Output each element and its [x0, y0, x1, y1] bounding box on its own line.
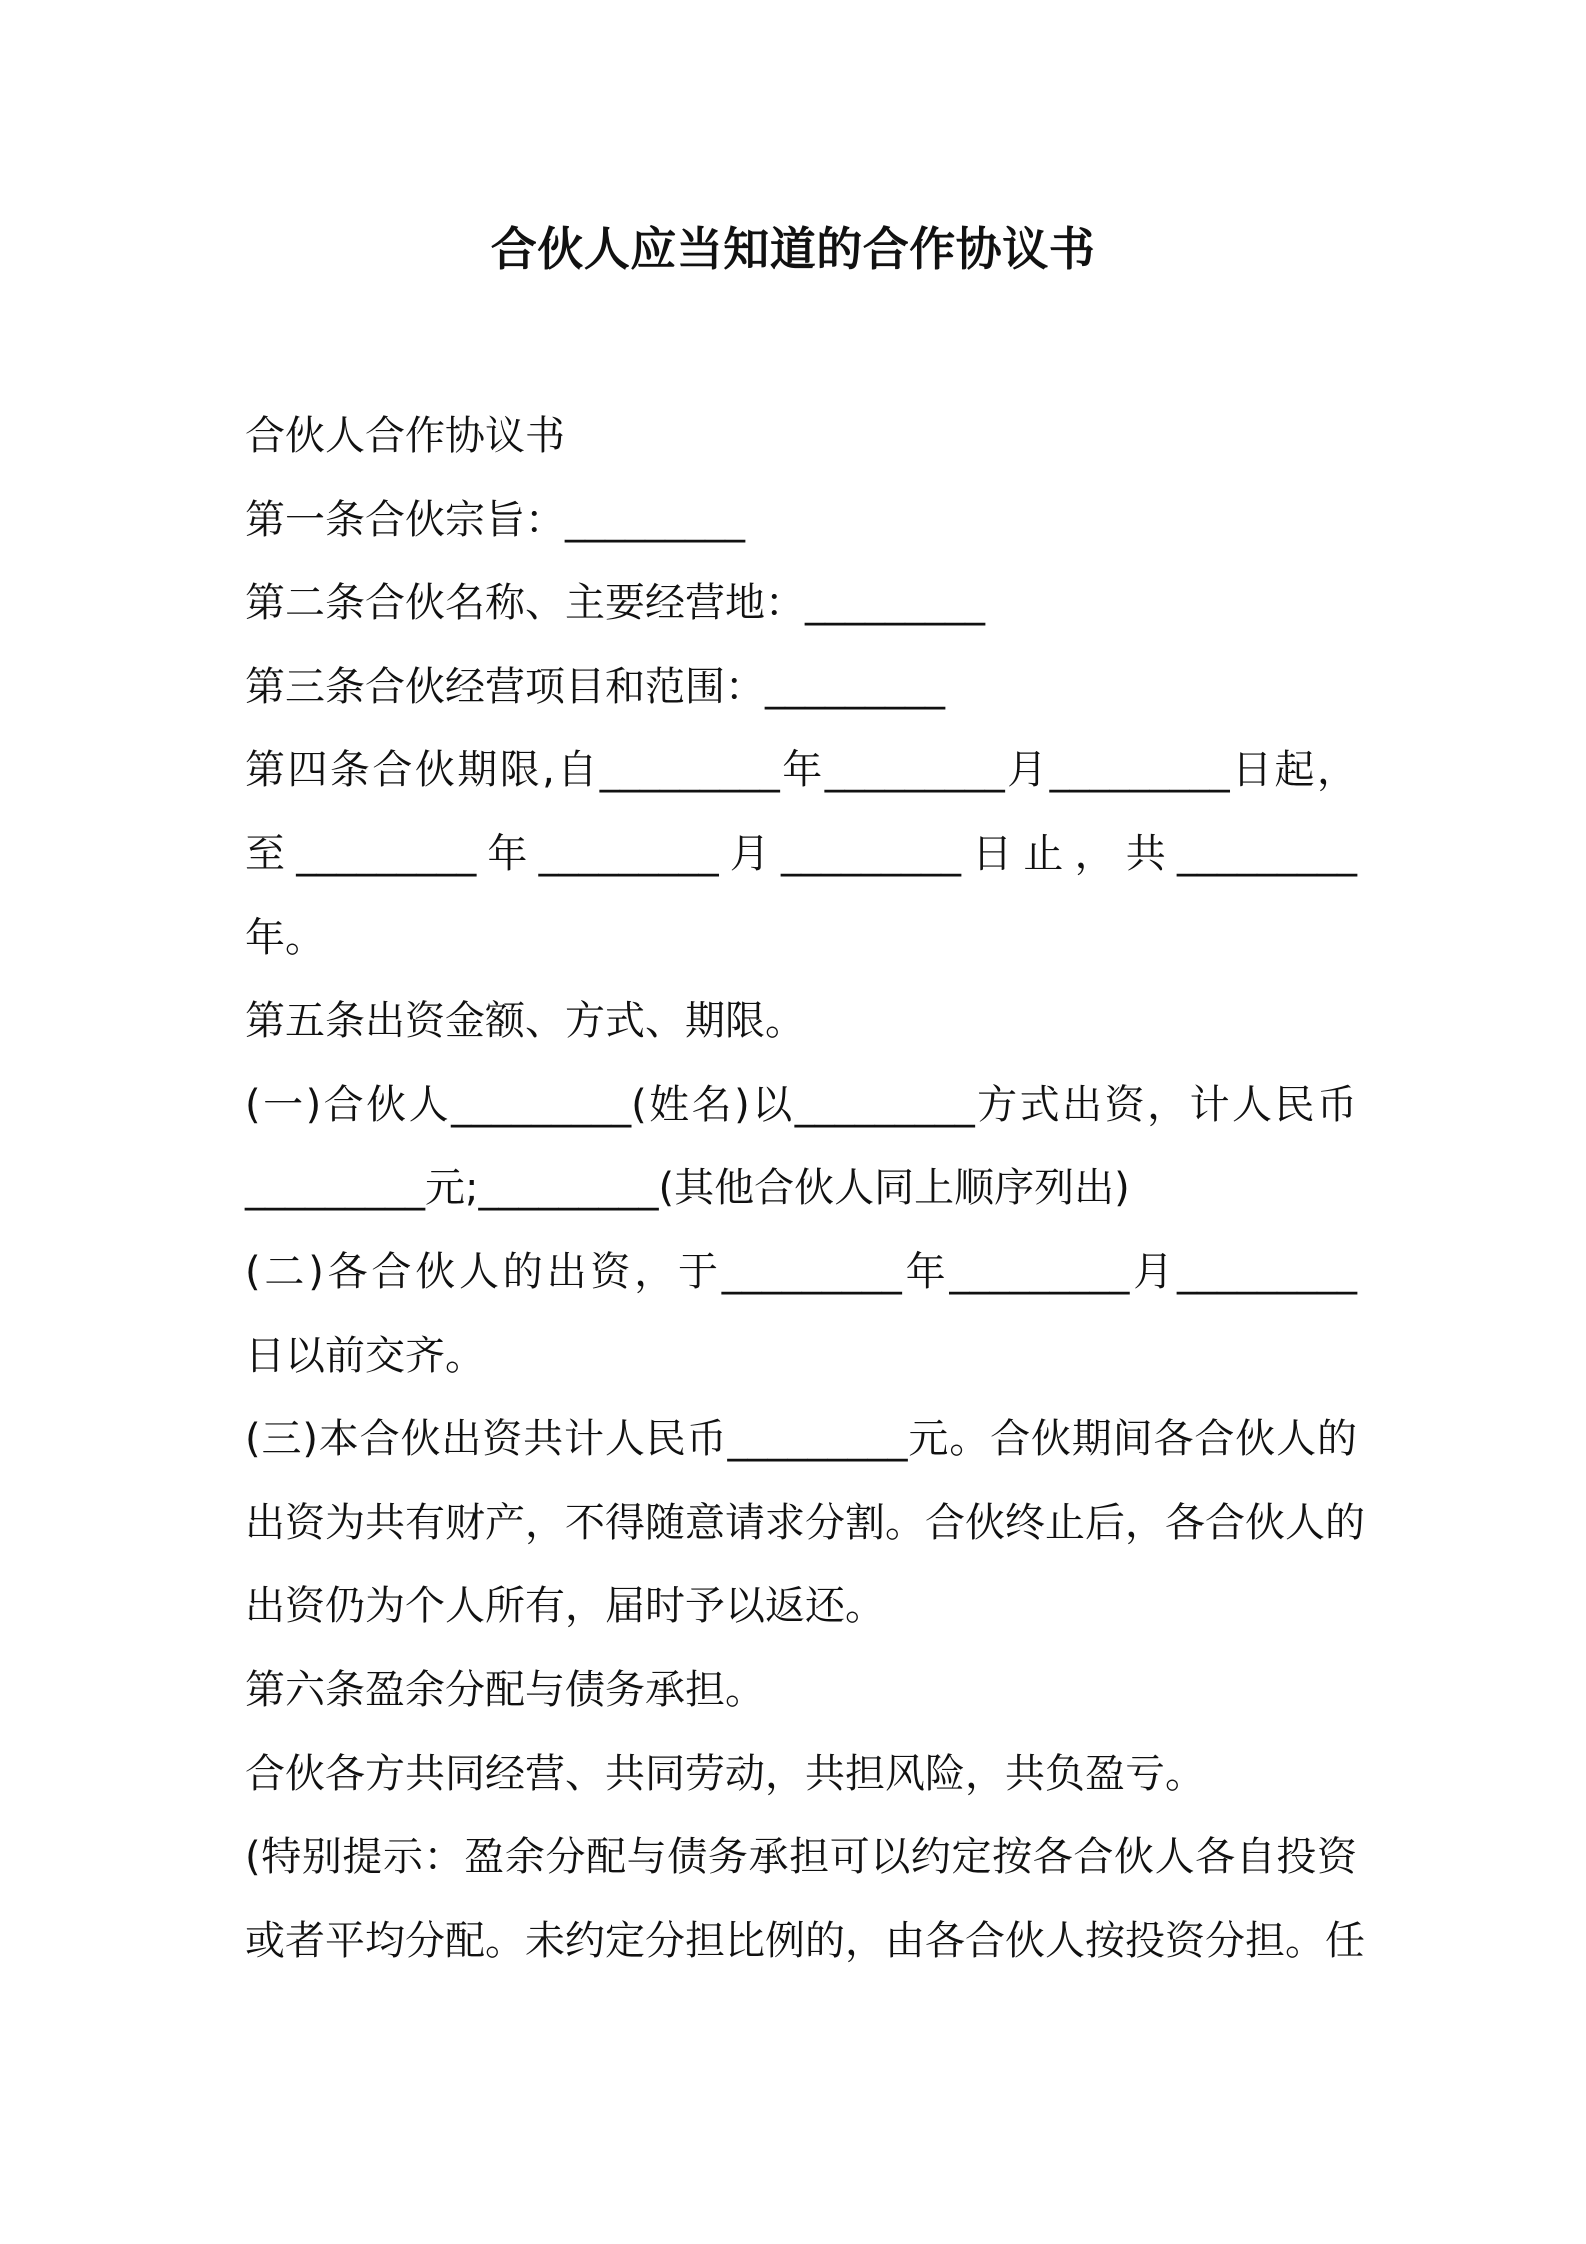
clause-4-term-line-3: 年。	[245, 914, 325, 961]
document-body	[245, 395, 1375, 1983]
clause-5-item-2-line-2: 日以前交齐。	[245, 1332, 485, 1379]
document-title: 合伙人应当知道的合作协议书	[490, 222, 1096, 276]
clause-6-note-line-2: 或者平均分配。未约定分担比例的，由各合伙人按投资分担。任	[245, 1917, 1365, 1964]
clause-5-item-3-line-2: 出资为共有财产，不得随意请求分割。合伙终止后，各合伙人的	[245, 1499, 1365, 1546]
clause-6-heading: 第六条盈余分配与债务承担。	[245, 1666, 765, 1713]
clause-5-item-3-line-3: 出资仍为个人所有，届时予以返还。	[245, 1583, 885, 1630]
clause-6-body: 合伙各方共同经营、共同劳动，共担风险，共负盈亏。	[245, 1750, 1205, 1797]
clause-5-item-3-line-1: (三)本合伙出资共计人民币_________元。合伙期间各合伙人的	[245, 1416, 1357, 1463]
clause-5-item-1-line-1: (一)合伙人_________(姓名)以_________方式出资，计人民币	[245, 1081, 1357, 1128]
clause-5-item-1-line-2: _________元;_________(其他合伙人同上顺序列出)	[245, 1165, 1130, 1212]
clause-5-item-2-line-1: (二)各合伙人的出资，于_________年_________月_________	[245, 1248, 1357, 1295]
clause-5-heading: 第五条出资金额、方式、期限。	[245, 998, 805, 1045]
clause-6-note-line-1: (特别提示：盈余分配与债务承担可以约定按各合伙人各自投资	[245, 1834, 1357, 1881]
agreement-subtitle: 合伙人合作协议书	[245, 413, 565, 459]
clause-4-term-line-1: 第四条合伙期限,自_________年_________月_________日起，	[245, 747, 1357, 794]
clause-1-purpose: 第一条合伙宗旨：_________	[245, 496, 745, 543]
clause-3-scope: 第三条合伙经营项目和范围：_________	[245, 663, 945, 710]
clause-4-term-line-2: 至_________年_________月_________日止，共_________	[245, 830, 1357, 877]
clause-2-name-location: 第二条合伙名称、主要经营地：_________	[245, 580, 985, 627]
